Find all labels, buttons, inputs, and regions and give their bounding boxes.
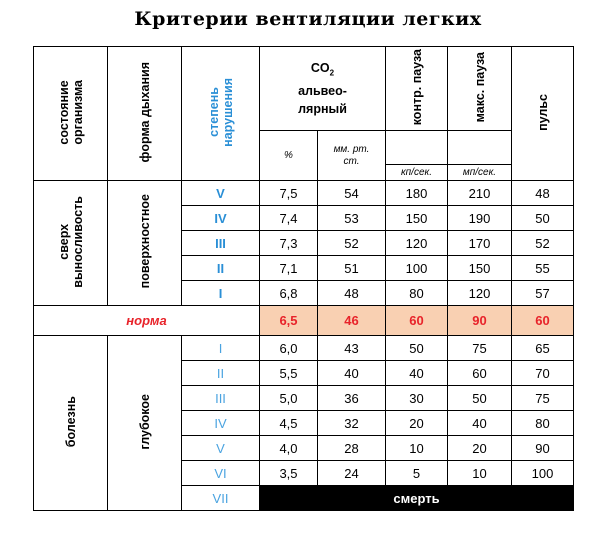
- value-pulse: 52: [512, 231, 574, 256]
- table-row-norma: [34, 306, 574, 336]
- value-mm: 24: [318, 461, 386, 486]
- value-pulse: 48: [512, 181, 574, 206]
- value-mm: 40: [318, 361, 386, 386]
- value-mp: 60: [448, 361, 512, 386]
- value-kp: 180: [386, 181, 448, 206]
- table-row: [34, 336, 574, 361]
- value-pct: 7,5: [260, 181, 318, 206]
- value-pct: 7,1: [260, 256, 318, 281]
- value-mp: 50: [448, 386, 512, 411]
- value-mm: 28: [318, 436, 386, 461]
- unit-percent: %: [260, 131, 318, 181]
- value-kp: 5: [386, 461, 448, 486]
- degree-cell: IV: [182, 206, 260, 231]
- header-state: состояние организма: [34, 47, 108, 181]
- group-ill-state: болезнь: [34, 336, 108, 511]
- degree-cell: VI: [182, 461, 260, 486]
- value-kp: 10: [386, 436, 448, 461]
- value-mm: 32: [318, 411, 386, 436]
- norma-mm: 46: [318, 306, 386, 336]
- value-mm: 48: [318, 281, 386, 306]
- value-pct: 6,0: [260, 336, 318, 361]
- value-mm: 43: [318, 336, 386, 361]
- value-pulse: 70: [512, 361, 574, 386]
- value-mp: 120: [448, 281, 512, 306]
- value-mm: 51: [318, 256, 386, 281]
- value-kp: 80: [386, 281, 448, 306]
- value-mm: 54: [318, 181, 386, 206]
- degree-cell: I: [182, 281, 260, 306]
- degree-cell: V: [182, 436, 260, 461]
- group-super-breath: поверхностное: [108, 181, 182, 306]
- value-pulse: 75: [512, 386, 574, 411]
- value-pulse: 57: [512, 281, 574, 306]
- unit-mp: мп/сек.: [448, 131, 512, 181]
- value-pct: 7,4: [260, 206, 318, 231]
- unit-mm: мм. рт. ст.: [318, 131, 386, 181]
- page-title: Критерии вентиляции легких: [134, 8, 482, 30]
- norma-kp: 60: [386, 306, 448, 336]
- value-mp: 40: [448, 411, 512, 436]
- death-cell: смерть: [260, 486, 574, 511]
- value-kp: 20: [386, 411, 448, 436]
- value-kp: 120: [386, 231, 448, 256]
- degree-cell: II: [182, 256, 260, 281]
- degree-cell: III: [182, 231, 260, 256]
- value-pct: 3,5: [260, 461, 318, 486]
- value-pulse: 50: [512, 206, 574, 231]
- value-pct: 5,5: [260, 361, 318, 386]
- value-pulse: 55: [512, 256, 574, 281]
- value-pct: 4,0: [260, 436, 318, 461]
- unit-kp: кп/сек.: [386, 131, 448, 181]
- value-mp: 210: [448, 181, 512, 206]
- header-control-pause: контр. пауза: [386, 47, 448, 131]
- degree-cell: III: [182, 386, 260, 411]
- value-pct: 6,8: [260, 281, 318, 306]
- value-kp: 150: [386, 206, 448, 231]
- value-mp: 75: [448, 336, 512, 361]
- header-co2: $CO_2$ альвео- лярный: [260, 47, 386, 131]
- degree-cell: II: [182, 361, 260, 386]
- ventilation-table: [33, 46, 574, 511]
- header-max-pause: макс. пауза: [448, 47, 512, 131]
- value-pct: 4,5: [260, 411, 318, 436]
- header-breath: форма дыхания: [108, 47, 182, 181]
- value-mp: 170: [448, 231, 512, 256]
- value-pct: 7,3: [260, 231, 318, 256]
- group-ill-breath: глубокое: [108, 336, 182, 511]
- value-kp: 50: [386, 336, 448, 361]
- value-mp: 190: [448, 206, 512, 231]
- value-pulse: 80: [512, 411, 574, 436]
- header-pulse: пульс: [512, 47, 574, 181]
- value-mp: 150: [448, 256, 512, 281]
- value-mp: 20: [448, 436, 512, 461]
- value-mp: 10: [448, 461, 512, 486]
- value-pct: 5,0: [260, 386, 318, 411]
- group-super-state: сверх выносливость: [34, 181, 108, 306]
- header-degree: степень нарушения: [182, 47, 260, 181]
- value-mm: 53: [318, 206, 386, 231]
- norma-mp: 90: [448, 306, 512, 336]
- value-mm: 52: [318, 231, 386, 256]
- norma-label: норма: [34, 306, 260, 336]
- degree-cell: IV: [182, 411, 260, 436]
- degree-cell: V: [182, 181, 260, 206]
- value-pulse: 100: [512, 461, 574, 486]
- degree-cell: I: [182, 336, 260, 361]
- table-row: [34, 181, 574, 206]
- value-kp: 100: [386, 256, 448, 281]
- norma-pct: 6,5: [260, 306, 318, 336]
- value-mm: 36: [318, 386, 386, 411]
- value-kp: 40: [386, 361, 448, 386]
- degree-cell: VII: [182, 486, 260, 511]
- value-kp: 30: [386, 386, 448, 411]
- norma-pulse: 60: [512, 306, 574, 336]
- value-pulse: 65: [512, 336, 574, 361]
- value-pulse: 90: [512, 436, 574, 461]
